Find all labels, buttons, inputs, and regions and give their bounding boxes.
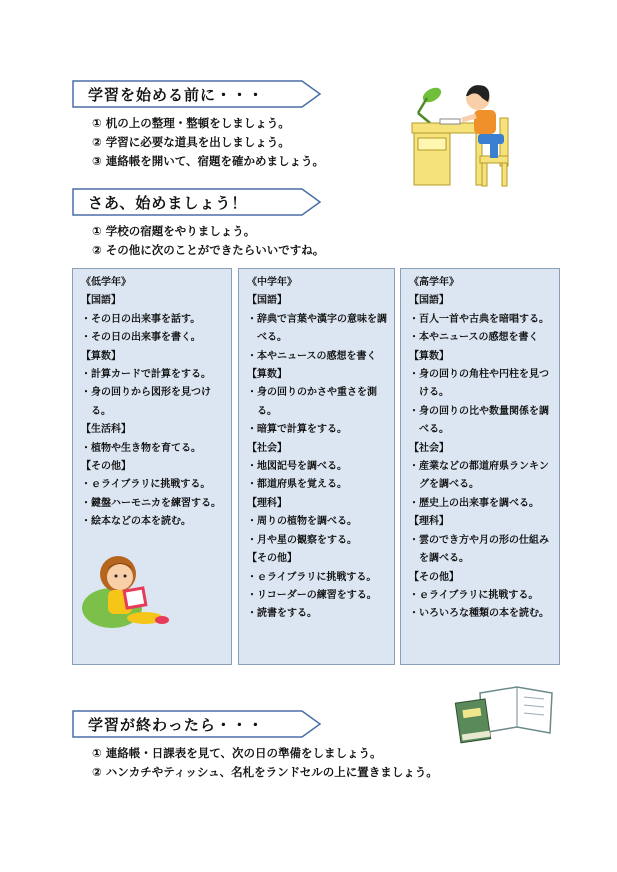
activity-item: ・本やニュースの感想を書く: [409, 332, 539, 344]
grade-header: 《中学年》: [247, 277, 297, 288]
subject-heading: 【算数】: [247, 369, 287, 381]
subject-heading: 【その他】: [409, 571, 459, 583]
subject-heading: 【社会】: [409, 442, 449, 454]
boy-studying-illustration: [410, 78, 520, 188]
activity-item: ・身の回りの比や数量関係を調べる。: [409, 405, 549, 436]
activity-item: ・計算カードで計算をする。: [81, 369, 211, 381]
section-title-end: 学習が終わったら・・・: [88, 716, 264, 734]
activity-item: ・歴史上の出来事を調べる。: [409, 497, 539, 509]
after-study-list: [92, 744, 438, 782]
upper-grade-box: [400, 268, 560, 665]
subject-heading: 【算数】: [409, 350, 449, 362]
activity-item: ・いろいろな種類の本を読む。: [409, 608, 549, 620]
list-item: ① 机の上の整理・整頓をしましょう。: [92, 116, 290, 130]
list-item: ② その他に次のことができたらいいですね。: [92, 243, 325, 257]
activity-item: ・百人一首や古典を暗唱する。: [409, 313, 549, 325]
list-item: ② 学習に必要な道具を出しましょう。: [92, 135, 290, 149]
books-illustration: [452, 685, 560, 745]
list-item: ① 学校の宿題をやりましょう。: [92, 224, 256, 238]
activity-item: ・その日の出来事を書く。: [81, 332, 201, 344]
activity-item: ・リコーダーの練習をする。: [247, 589, 377, 601]
subject-heading: 【国語】: [409, 295, 449, 307]
subject-heading: 【理科】: [247, 497, 287, 509]
before-study-list: [92, 114, 324, 171]
subject-heading: 【その他】: [81, 461, 131, 473]
activity-item: ・辞典で言葉や漢字の意味を調べる。: [247, 313, 387, 344]
activity-item: ・その日の出来事を話す。: [81, 313, 201, 325]
subject-heading: 【算数】: [81, 350, 121, 362]
activity-item: ・鍵盤ハーモニカを練習する。: [81, 497, 221, 509]
list-item: ③ 連絡帳を開いて、宿題を確かめましょう。: [92, 154, 325, 168]
subject-heading: 【その他】: [247, 553, 297, 565]
subject-heading: 【社会】: [247, 442, 287, 454]
middle-grade-rows: [247, 292, 388, 623]
middle-grade-box: [238, 268, 395, 665]
subject-heading: 【国語】: [247, 295, 287, 307]
activity-item: ・月や星の観察をする。: [247, 534, 357, 546]
activity-item: ・産業などの都道府県ランキングを調べる。: [409, 461, 549, 491]
activity-item: ・都道府県を覚える。: [247, 479, 347, 491]
list-item: ① 連絡帳・日課表を見て、次の日の準備をしましょう。: [92, 746, 382, 760]
activity-item: ・身の回りのかさや重さを測る。: [247, 387, 377, 417]
girl-reading-illustration: [80, 548, 175, 630]
activity-item: ・身の回りから図形を見つける。: [81, 387, 211, 417]
activity-item: ・ｅライブラリに挑戦する。: [81, 479, 211, 491]
activity-item: ・ｅライブラリに挑戦する。: [247, 571, 377, 583]
grade-header: 《高学年》: [409, 277, 459, 288]
subject-heading: 【国語】: [81, 295, 121, 307]
activity-item: ・雲のでき方や月の形の仕組みを調べる。: [409, 534, 549, 565]
activity-item: ・暗算で計算をする。: [247, 424, 347, 436]
section-title-start: さあ、始めましょう！: [88, 194, 248, 212]
activity-item: ・ｅライブラリに挑戦する。: [409, 589, 539, 601]
activity-item: ・周りの植物を調べる。: [247, 516, 357, 528]
subject-heading: 【生活科】: [81, 424, 131, 436]
subject-heading: 【理科】: [409, 516, 449, 528]
activity-item: ・植物や生き物を育てる。: [81, 442, 201, 454]
upper-grade-rows: [409, 292, 553, 623]
activity-item: ・身の回りの角柱や円柱を見つける。: [409, 369, 549, 399]
lets-start-list: [92, 222, 324, 260]
lower-grade-rows: [81, 292, 225, 531]
activity-item: ・読書をする。: [247, 608, 317, 620]
activity-item: ・地図記号を調べる。: [247, 461, 347, 473]
activity-item: ・絵本などの本を読む。: [81, 516, 191, 528]
grade-header: 《低学年》: [81, 277, 131, 288]
list-item: ② ハンカチやティッシュ、名札をランドセルの上に置きましょう。: [92, 765, 438, 779]
section-title-before: 学習を始める前に・・・: [88, 86, 265, 104]
activity-item: ・本やニュースの感想を書く: [247, 350, 377, 362]
